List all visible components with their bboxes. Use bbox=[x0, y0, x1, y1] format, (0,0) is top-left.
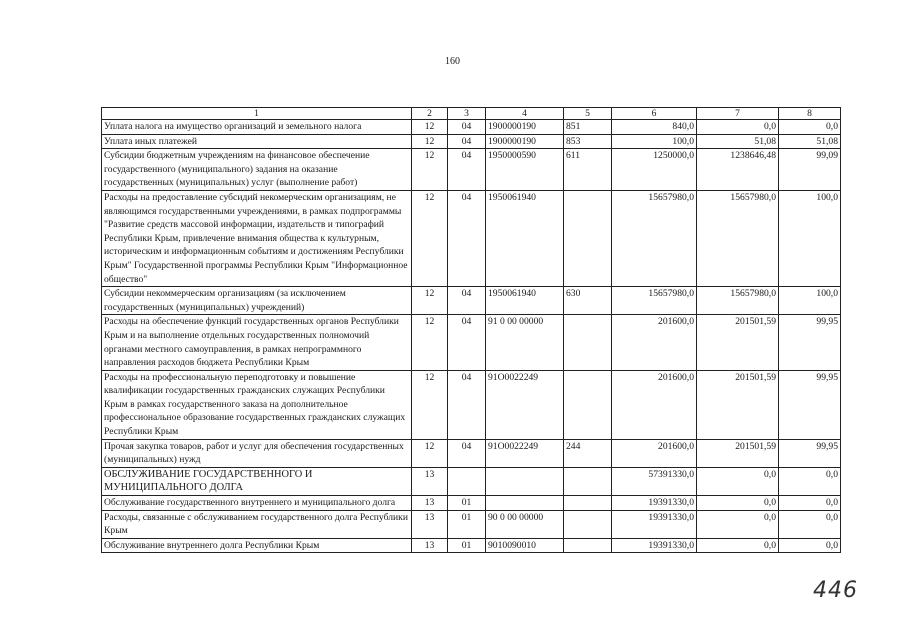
row-actual-amount: 0,0 bbox=[697, 538, 779, 553]
row-section-code: 12 bbox=[412, 439, 448, 467]
row-planned-amount: 19391330,0 bbox=[612, 496, 697, 511]
row-target-article: 1900000190 bbox=[486, 134, 564, 149]
row-section-code: 13 bbox=[412, 538, 448, 553]
row-planned-amount: 201600,0 bbox=[612, 370, 697, 439]
row-percent: 99,95 bbox=[779, 439, 841, 467]
row-percent: 51,08 bbox=[779, 134, 841, 149]
row-target-article: 91 0 00 00000 bbox=[486, 315, 564, 370]
row-target-article bbox=[486, 496, 564, 511]
row-actual-amount: 1238646,48 bbox=[697, 149, 779, 191]
column-header: 6 bbox=[612, 108, 697, 120]
row-expense-type bbox=[564, 315, 612, 370]
row-subsection-code bbox=[448, 467, 486, 495]
header-row bbox=[102, 108, 841, 120]
row-target-article: 91O0022249 bbox=[486, 370, 564, 439]
row-actual-amount: 0,0 bbox=[697, 496, 779, 511]
row-actual-amount: 201501,59 bbox=[697, 315, 779, 370]
row-percent: 0,0 bbox=[779, 496, 841, 511]
row-section-code: 13 bbox=[412, 496, 448, 511]
table-row bbox=[102, 149, 841, 191]
row-description: Расходы на обеспечение функций государственных органов Республики Крым и на выполнение отдельных государственных полномочий органами местного самоуправления, в рамках непрограммного направления расходов бюджета Республики Крым bbox=[102, 315, 412, 370]
row-target-article: 1900000190 bbox=[486, 120, 564, 135]
table-row bbox=[102, 134, 841, 149]
table-row bbox=[102, 287, 841, 315]
page-number: 160 bbox=[445, 56, 460, 67]
row-planned-amount: 57391330,0 bbox=[612, 467, 697, 495]
row-subsection-code: 04 bbox=[448, 190, 486, 286]
row-subsection-code: 04 bbox=[448, 149, 486, 191]
row-percent: 99,95 bbox=[779, 370, 841, 439]
row-expense-type: 630 bbox=[564, 287, 612, 315]
row-section-code: 12 bbox=[412, 149, 448, 191]
row-expense-type bbox=[564, 510, 612, 538]
row-percent: 100,0 bbox=[779, 287, 841, 315]
row-section-code: 12 bbox=[412, 120, 448, 135]
row-description: Субсидии некоммерческим организациям (за исключением государственных (муниципальных) учреждений) bbox=[102, 287, 412, 315]
handwritten-page-mark: 446 bbox=[813, 578, 858, 603]
row-description: Обслуживание государственного внутреннего и муниципального долга bbox=[102, 496, 412, 511]
row-description: Прочая закупка товаров, работ и услуг для обеспечения государственных (муниципальных) нужд bbox=[102, 439, 412, 467]
row-planned-amount: 19391330,0 bbox=[612, 510, 697, 538]
row-percent: 0,0 bbox=[779, 120, 841, 135]
row-target-article: 1950000590 bbox=[486, 149, 564, 191]
table-row bbox=[102, 120, 841, 135]
row-section-code: 12 bbox=[412, 190, 448, 286]
table-row bbox=[102, 538, 841, 553]
row-actual-amount: 15657980,0 bbox=[697, 190, 779, 286]
row-subsection-code: 04 bbox=[448, 439, 486, 467]
column-header: 2 bbox=[412, 108, 448, 120]
row-percent: 100,0 bbox=[779, 190, 841, 286]
row-percent: 0,0 bbox=[779, 467, 841, 495]
row-expense-type bbox=[564, 538, 612, 553]
row-actual-amount: 15657980,0 bbox=[697, 287, 779, 315]
row-description: ОБСЛУЖИВАНИЕ ГОСУДАРСТВЕННОГО И МУНИЦИПАЛЬНОГО ДОЛГА bbox=[102, 467, 412, 495]
row-actual-amount: 0,0 bbox=[697, 467, 779, 495]
row-planned-amount: 15657980,0 bbox=[612, 190, 697, 286]
row-actual-amount: 0,0 bbox=[697, 510, 779, 538]
row-expense-type: 851 bbox=[564, 120, 612, 135]
row-planned-amount: 201600,0 bbox=[612, 315, 697, 370]
table-row bbox=[102, 496, 841, 511]
row-target-article: 90 0 00 00000 bbox=[486, 510, 564, 538]
row-planned-amount: 201600,0 bbox=[612, 439, 697, 467]
row-description: Субсидии бюджетным учреждениям на финансовое обеспечение государственного (муниципального) задания на оказание государственных (муниципальных) услуг (выполнение работ) bbox=[102, 149, 412, 191]
table-row bbox=[102, 370, 841, 439]
row-description: Расходы на предоставление субсидий некомерческим организациям, не являющимся государственными учреждениями, в рамках подпрограммы "Развитие средств массовой информации, издательств и типографий Республики Крым, привлечение внимания общества к культурным, историческим и информационным событиям и достижениям Республики Крым" Государственной программы Республики Крым "Информационное общество" bbox=[102, 190, 412, 286]
row-actual-amount: 51,08 bbox=[697, 134, 779, 149]
row-target-article: 1950061940 bbox=[486, 190, 564, 286]
row-expense-type: 611 bbox=[564, 149, 612, 191]
row-description: Расходы на профессиональную переподготовку и повышение квалификации государственных гражданских служащих Республики Крым в рамках государственного заказа на дополнительное профессиональное образование государственных гражданских служащих Республики Крым bbox=[102, 370, 412, 439]
row-subsection-code: 01 bbox=[448, 496, 486, 511]
table-row bbox=[102, 439, 841, 467]
row-section-code: 12 bbox=[412, 370, 448, 439]
row-subsection-code: 04 bbox=[448, 315, 486, 370]
row-planned-amount: 100,0 bbox=[612, 134, 697, 149]
row-description: Расходы, связанные с обслуживанием государственного долга Республики Крым bbox=[102, 510, 412, 538]
row-percent: 99,09 bbox=[779, 149, 841, 191]
row-subsection-code: 04 bbox=[448, 287, 486, 315]
row-planned-amount: 15657980,0 bbox=[612, 287, 697, 315]
row-subsection-code: 01 bbox=[448, 538, 486, 553]
row-percent: 99,95 bbox=[779, 315, 841, 370]
row-section-code: 13 bbox=[412, 467, 448, 495]
row-expense-type bbox=[564, 467, 612, 495]
row-section-code: 12 bbox=[412, 315, 448, 370]
row-subsection-code: 04 bbox=[448, 134, 486, 149]
row-subsection-code: 04 bbox=[448, 370, 486, 439]
row-percent: 0,0 bbox=[779, 538, 841, 553]
row-target-article: 9010090010 bbox=[486, 538, 564, 553]
row-section-code: 12 bbox=[412, 287, 448, 315]
column-header: 8 bbox=[779, 108, 841, 120]
table-row bbox=[102, 190, 841, 286]
budget-table bbox=[101, 107, 841, 553]
row-percent: 0,0 bbox=[779, 510, 841, 538]
row-actual-amount: 0,0 bbox=[697, 120, 779, 135]
row-planned-amount: 19391330,0 bbox=[612, 538, 697, 553]
row-expense-type bbox=[564, 370, 612, 439]
row-description: Уплата налога на имущество организаций и земельного налога bbox=[102, 120, 412, 135]
row-planned-amount: 1250000,0 bbox=[612, 149, 697, 191]
table-row bbox=[102, 467, 841, 495]
row-target-article: 91O0022249 bbox=[486, 439, 564, 467]
row-actual-amount: 201501,59 bbox=[697, 439, 779, 467]
row-actual-amount: 201501,59 bbox=[697, 370, 779, 439]
row-expense-type bbox=[564, 190, 612, 286]
column-header: 7 bbox=[697, 108, 779, 120]
row-target-article bbox=[486, 467, 564, 495]
row-subsection-code: 01 bbox=[448, 510, 486, 538]
column-header: 5 bbox=[564, 108, 612, 120]
row-description: Обслуживание внутреннего долга Республики Крым bbox=[102, 538, 412, 553]
row-section-code: 12 bbox=[412, 134, 448, 149]
row-expense-type bbox=[564, 496, 612, 511]
column-header: 4 bbox=[486, 108, 564, 120]
row-section-code: 13 bbox=[412, 510, 448, 538]
row-target-article: 1950061940 bbox=[486, 287, 564, 315]
row-expense-type: 244 bbox=[564, 439, 612, 467]
row-description: Уплата иных платежей bbox=[102, 134, 412, 149]
table-row bbox=[102, 315, 841, 370]
row-planned-amount: 840,0 bbox=[612, 120, 697, 135]
column-header: 3 bbox=[448, 108, 486, 120]
row-subsection-code: 04 bbox=[448, 120, 486, 135]
row-expense-type: 853 bbox=[564, 134, 612, 149]
table-row bbox=[102, 510, 841, 538]
column-header: 1 bbox=[102, 108, 412, 120]
